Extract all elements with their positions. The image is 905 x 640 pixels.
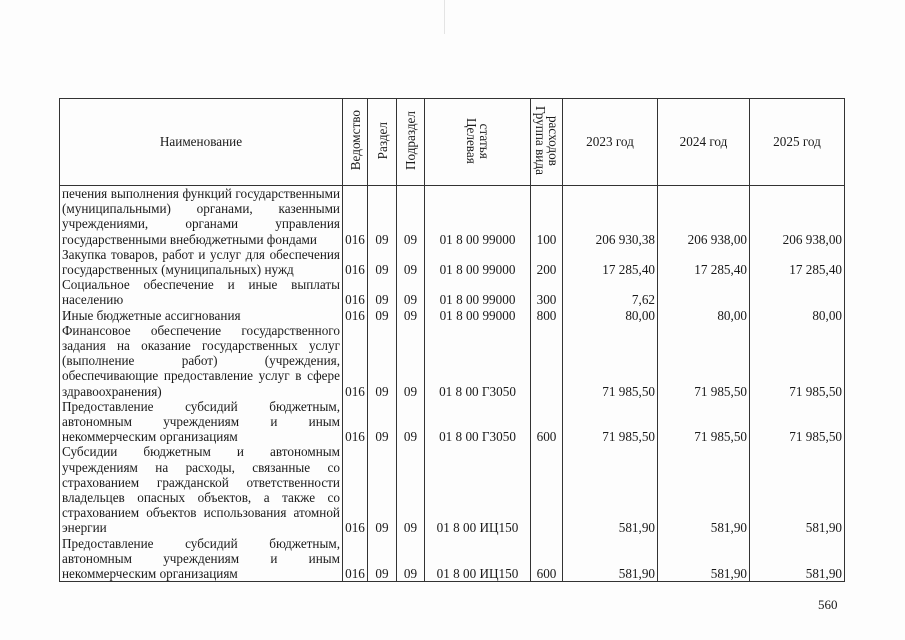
row-podrazdel: 09: [397, 323, 425, 399]
row-value-2025: [750, 277, 845, 307]
page-number: 560: [818, 597, 838, 612]
table-row: [60, 277, 845, 307]
row-podrazdel: 09: [397, 247, 425, 277]
row-gruppa-vida-rashodov: 600: [531, 536, 563, 582]
table-row: [60, 444, 845, 535]
row-tselevaya-statya: 01 8 00 ИЦ150: [425, 536, 531, 582]
row-value-2024: 581,90: [658, 444, 750, 535]
row-gruppa-vida-rashodov: 100: [531, 186, 563, 247]
row-podrazdel: 09: [397, 536, 425, 582]
row-tselevaya-statya: 01 8 00 99000: [425, 186, 531, 247]
row-value-2024: 581,90: [658, 536, 750, 582]
header-2024: 2024 год: [658, 99, 750, 186]
row-razdel: 09: [368, 277, 397, 307]
row-gruppa-vida-rashodov: 800: [531, 308, 563, 323]
header-name: Наименование: [60, 99, 343, 186]
table-row: [60, 323, 845, 399]
table-row: [60, 308, 845, 323]
header-gruppa-vida-rashodov: Группа вида расходов: [531, 99, 563, 186]
row-razdel: 09: [368, 444, 397, 535]
row-name: Предоставление субсидий бюджетным, автономным учреждениям и иным некоммерческим организациям: [60, 399, 343, 445]
row-value-2025: 80,00: [750, 308, 845, 323]
row-value-2023: 80,00: [563, 308, 658, 323]
table-body: [60, 186, 845, 582]
row-value-2023: 581,90: [563, 536, 658, 582]
row-name: Предоставление субсидий бюджетным, автономным учреждениям и иным некоммерческим организациям: [60, 536, 343, 582]
row-value-2025: 17 285,40: [750, 247, 845, 277]
row-value-2024: 206 938,00: [658, 186, 750, 247]
row-tselevaya-statya: 01 8 00 99000: [425, 308, 531, 323]
table-row: [60, 536, 845, 582]
row-value-2024: 71 985,50: [658, 399, 750, 445]
header-tselevaya-statya: Целевая статья: [425, 99, 531, 186]
row-name: печения выполнения функций государственными (муниципальными) органами, казенными учреждениями, органами управления государственными внебюджетными фондами: [60, 186, 343, 247]
header-2025: 2025 год: [750, 99, 845, 186]
row-value-2023: 71 985,50: [563, 323, 658, 399]
row-value-2023: 206 930,38: [563, 186, 658, 247]
row-gruppa-vida-rashodov: 600: [531, 399, 563, 445]
row-name: Социальное обеспечение и иные выплаты населению: [60, 277, 343, 307]
row-vedomstvo: 016: [343, 444, 368, 535]
row-vedomstvo: 016: [343, 536, 368, 582]
row-value-2024: [658, 277, 750, 307]
row-value-2025: 581,90: [750, 444, 845, 535]
table-header-row: [60, 99, 845, 186]
row-tselevaya-statya: 01 8 00 99000: [425, 277, 531, 307]
row-vedomstvo: 016: [343, 308, 368, 323]
budget-table: [59, 98, 845, 582]
row-name: Иные бюджетные ассигнования: [60, 308, 343, 323]
header-razdel: Раздел: [368, 99, 397, 186]
scan-edge-mark: [444, 0, 445, 34]
row-value-2023: 7,62: [563, 277, 658, 307]
row-razdel: 09: [368, 399, 397, 445]
row-podrazdel: 09: [397, 186, 425, 247]
row-name: Субсидии бюджетным и автономным учреждениям на расходы, связанные со страхованием гражданской ответственности владельцев опасных объектов, а также со страхованием объектов использования атомной энергии: [60, 444, 343, 535]
row-podrazdel: 09: [397, 399, 425, 445]
header-vedomstvo: Ведомство: [343, 99, 368, 186]
header-2023: 2023 год: [563, 99, 658, 186]
row-value-2024: 17 285,40: [658, 247, 750, 277]
row-gruppa-vida-rashodov: 200: [531, 247, 563, 277]
row-podrazdel: 09: [397, 444, 425, 535]
row-vedomstvo: 016: [343, 186, 368, 247]
row-value-2024: 80,00: [658, 308, 750, 323]
row-razdel: 09: [368, 186, 397, 247]
table-row: [60, 247, 845, 277]
row-gruppa-vida-rashodov: [531, 323, 563, 399]
row-tselevaya-statya: 01 8 00 Г3050: [425, 399, 531, 445]
row-vedomstvo: 016: [343, 247, 368, 277]
row-razdel: 09: [368, 247, 397, 277]
row-vedomstvo: 016: [343, 277, 368, 307]
row-razdel: 09: [368, 536, 397, 582]
table-row: [60, 186, 845, 247]
row-podrazdel: 09: [397, 308, 425, 323]
row-value-2025: 581,90: [750, 536, 845, 582]
row-vedomstvo: 016: [343, 323, 368, 399]
row-value-2023: 17 285,40: [563, 247, 658, 277]
row-value-2023: 71 985,50: [563, 399, 658, 445]
row-gruppa-vida-rashodov: [531, 444, 563, 535]
row-razdel: 09: [368, 323, 397, 399]
row-tselevaya-statya: 01 8 00 99000: [425, 247, 531, 277]
row-tselevaya-statya: 01 8 00 Г3050: [425, 323, 531, 399]
row-tselevaya-statya: 01 8 00 ИЦ150: [425, 444, 531, 535]
row-value-2025: 206 938,00: [750, 186, 845, 247]
row-podrazdel: 09: [397, 277, 425, 307]
row-vedomstvo: 016: [343, 399, 368, 445]
row-gruppa-vida-rashodov: 300: [531, 277, 563, 307]
table-row: [60, 399, 845, 445]
row-name: Финансовое обеспечение государственного задания на оказание государственных услуг (выполнение работ) (учреждения, обеспечивающие предоставление услуг в сфере здравоохранения): [60, 323, 343, 399]
row-value-2024: 71 985,50: [658, 323, 750, 399]
row-value-2025: 71 985,50: [750, 399, 845, 445]
header-podrazdel: Подраздел: [397, 99, 425, 186]
row-value-2025: 71 985,50: [750, 323, 845, 399]
row-razdel: 09: [368, 308, 397, 323]
row-name: Закупка товаров, работ и услуг для обеспечения государственных (муниципальных) нужд: [60, 247, 343, 277]
row-value-2023: 581,90: [563, 444, 658, 535]
